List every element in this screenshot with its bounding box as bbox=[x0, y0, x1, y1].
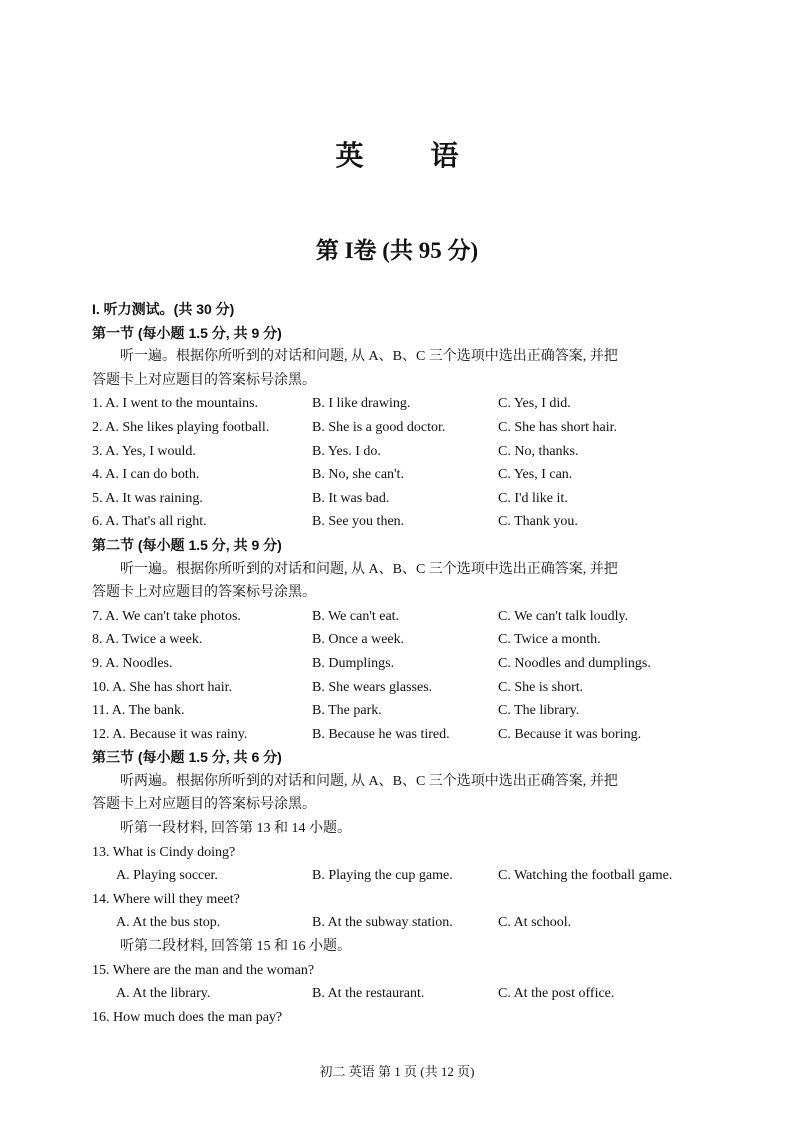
option-a: 3. A. Yes, I would. bbox=[92, 443, 196, 459]
option-c: C. Yes, I did. bbox=[498, 396, 571, 412]
material-intro: 听第二段材料, 回答第 15 和 16 小题。 bbox=[120, 939, 351, 955]
option-a: 8. A. Twice a week. bbox=[92, 632, 203, 648]
part3-heading: 第三节 (每小题 1.5 分, 共 6 分) bbox=[92, 749, 282, 766]
option-c: C. At school. bbox=[498, 915, 572, 931]
option-a: 7. A. We can't take photos. bbox=[92, 608, 241, 624]
option-a: 10. A. She has short hair. bbox=[92, 679, 232, 695]
option-a: 5. A. It was raining. bbox=[92, 490, 203, 506]
part3-instruction-cont: 答题卡上对应题目的答案标号涂黑。 bbox=[92, 797, 316, 813]
question-stem: 16. How much does the man pay? bbox=[92, 1009, 283, 1025]
option-a: A. At the library. bbox=[116, 986, 211, 1002]
option-a: 4. A. I can do both. bbox=[92, 467, 200, 483]
option-a: 2. A. She likes playing football. bbox=[92, 419, 270, 435]
question-row bbox=[92, 652, 712, 676]
option-c: C. Watching the football game. bbox=[498, 868, 673, 884]
option-b: B. I like drawing. bbox=[312, 396, 411, 412]
option-c: C. Thank you. bbox=[498, 514, 578, 530]
question-row bbox=[92, 628, 712, 652]
part3-instruction: 听两遍。根据你所听到的对话和问题, 从 A、B、C 三个选项中选出正确答案, 并把 bbox=[120, 773, 618, 789]
option-a: A. Playing soccer. bbox=[116, 868, 218, 884]
question-stem: 14. Where will they meet? bbox=[92, 891, 240, 907]
option-c: C. Noodles and dumplings. bbox=[498, 655, 651, 671]
volume-title: 第 I卷 (共 95 分) bbox=[315, 238, 479, 263]
question-row bbox=[92, 510, 712, 534]
question-options bbox=[92, 911, 712, 935]
option-b: B. We can't eat. bbox=[312, 608, 400, 624]
question-row bbox=[92, 487, 712, 511]
question-row bbox=[92, 723, 712, 747]
option-a: 11. A. The bank. bbox=[92, 703, 185, 719]
option-c: C. She has short hair. bbox=[498, 419, 617, 435]
part1-heading: 第一节 (每小题 1.5 分, 共 9 分) bbox=[92, 324, 282, 341]
question-row bbox=[92, 676, 712, 700]
part2-instruction-cont: 答题卡上对应题目的答案标号涂黑。 bbox=[92, 585, 316, 601]
question-row bbox=[92, 440, 712, 464]
listening-section bbox=[92, 298, 712, 1029]
option-c: C. Twice a month. bbox=[498, 632, 601, 648]
question-row bbox=[92, 605, 712, 629]
question-row bbox=[92, 699, 712, 723]
question-stem: 13. What is Cindy doing? bbox=[92, 844, 236, 860]
page-title: 英 语 bbox=[335, 141, 489, 172]
option-b: B. It was bad. bbox=[312, 490, 390, 506]
part1-instruction-cont: 答题卡上对应题目的答案标号涂黑。 bbox=[92, 372, 316, 388]
part1-instruction: 听一遍。根据你所听到的对话和问题, 从 A、B、C 三个选项中选出正确答案, 并把 bbox=[120, 349, 618, 365]
question-stem: 15. Where are the man and the woman? bbox=[92, 962, 315, 978]
option-b: B. Once a week. bbox=[312, 632, 405, 648]
part2-heading: 第二节 (每小题 1.5 分, 共 9 分) bbox=[92, 536, 282, 553]
option-b: B. Yes. I do. bbox=[312, 443, 381, 459]
option-b: B. No, she can't. bbox=[312, 467, 404, 483]
option-c: C. Yes, I can. bbox=[498, 467, 573, 483]
option-a: 1. A. I went to the mountains. bbox=[92, 396, 259, 412]
option-c: C. At the post office. bbox=[498, 986, 615, 1002]
question-row bbox=[92, 416, 712, 440]
question-row bbox=[92, 463, 712, 487]
option-a: A. At the bus stop. bbox=[116, 915, 221, 931]
page-footer: 初二 英语 第 1 页 (共 12 页) bbox=[319, 1064, 475, 1079]
option-b: B. She wears glasses. bbox=[312, 679, 433, 695]
option-b: B. Because he was tired. bbox=[312, 726, 450, 742]
option-a: 6. A. That's all right. bbox=[92, 514, 207, 530]
option-c: C. We can't talk loudly. bbox=[498, 608, 629, 624]
option-a: 9. A. Noodles. bbox=[92, 655, 173, 671]
option-b: B. The park. bbox=[312, 703, 382, 719]
option-b: B. Dumplings. bbox=[312, 655, 395, 671]
part2-instruction: 听一遍。根据你所听到的对话和问题, 从 A、B、C 三个选项中选出正确答案, 并把 bbox=[120, 561, 618, 577]
section-heading: I. 听力测试。(共 30 分) bbox=[92, 301, 235, 317]
question-options bbox=[92, 864, 712, 888]
option-b: B. Playing the cup game. bbox=[312, 868, 453, 884]
option-b: B. She is a good doctor. bbox=[312, 419, 446, 435]
material-intro: 听第一段材料, 回答第 13 和 14 小题。 bbox=[120, 821, 351, 837]
option-c: C. She is short. bbox=[498, 679, 584, 695]
option-a: 12. A. Because it was rainy. bbox=[92, 726, 248, 742]
option-c: C. The library. bbox=[498, 703, 580, 719]
option-c: C. No, thanks. bbox=[498, 443, 579, 459]
question-row bbox=[92, 392, 712, 416]
question-options bbox=[92, 982, 712, 1006]
option-b: B. At the subway station. bbox=[312, 915, 453, 931]
option-c: C. I'd like it. bbox=[498, 490, 568, 506]
option-b: B. See you then. bbox=[312, 514, 405, 530]
option-c: C. Because it was boring. bbox=[498, 726, 642, 742]
option-b: B. At the restaurant. bbox=[312, 986, 425, 1002]
